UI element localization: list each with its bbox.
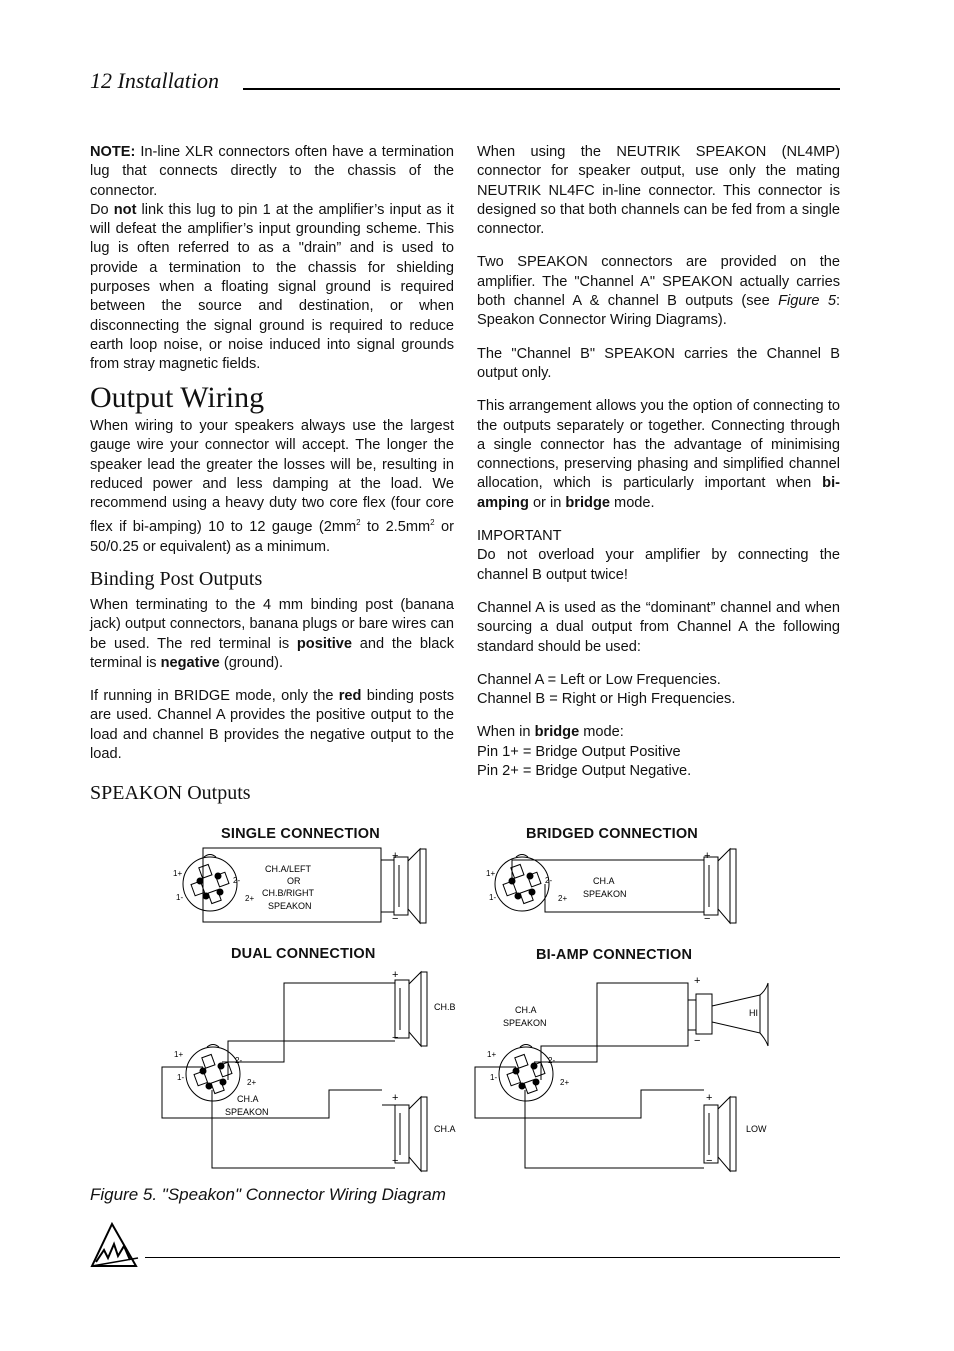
dual-pin2: 2+ — [247, 1078, 257, 1087]
dual-pin2m: 2- — [235, 1056, 243, 1065]
right-paragraph-1: When using the NEUTRIK SPEAKON (NL4MP) connector for speaker output, use only the mating NEUTRIK NL4FC in-line connector. This connector is designed so that both channels can be fed from a single connector. — [477, 144, 840, 238]
text-run: or 50/0.25 or equivalent) as a minimum. — [90, 519, 454, 555]
single-label-1: CH.A/LEFT — [265, 864, 312, 874]
single-connection-diagram — [183, 848, 426, 923]
dual-minus-b: − — [392, 1032, 399, 1044]
single-pin2m: 2- — [233, 876, 241, 885]
text-run: (ground). — [219, 654, 284, 671]
biamp-pin1: 1+ — [487, 1050, 497, 1059]
superscript: 2 — [356, 518, 361, 528]
dual-chb: CH.B — [434, 1002, 456, 1012]
text-run: When terminating to the 4 mm binding post (banana jack) output connectors, banana plugs or bare wires can be used. The red terminal is — [90, 597, 454, 652]
dual-plus-b: + — [392, 969, 399, 981]
text-bold: bridge — [565, 494, 610, 511]
text-run: When in — [477, 724, 535, 741]
text-run: link this lug to pin 1 at the amplifier’s input as it will defeat the amplifier’s input grounding scheme. This lug is often referred to as a "drain” and is used to provide a termination to the chassis for shielding purposes when a floating signal ground is required between the source and destination, or when disconnecting the signal ground is required to reduce earth loop noise, or noise induced into signal grounds from stray magnetic fields. — [90, 201, 454, 373]
superscript: 2 — [430, 518, 435, 528]
important-text: Do not overload your amplifier by connecting the channel B output twice! — [477, 547, 840, 583]
page-header-title: 12 Installation — [90, 68, 219, 93]
single-plus: + — [392, 850, 399, 862]
footer-rule — [145, 1257, 840, 1258]
biamp-pin2m: 2- — [548, 1056, 556, 1065]
biamp-cha: CH.A — [515, 1005, 537, 1015]
dual-cha-speakon-2: SPEAKON — [225, 1107, 269, 1117]
biamp-pin1m: 1- — [490, 1073, 498, 1082]
bridged-connection-label: BRIDGED CONNECTION — [526, 826, 698, 842]
text-bold: positive — [296, 635, 353, 652]
dual-connection-diagram — [162, 972, 427, 1171]
bridged-cha: CH.A — [593, 876, 615, 886]
note-text: In-line XLR connectors often have a termination lug that connects directly to the chassis of the connector. — [90, 144, 454, 199]
dual-minus-a: − — [392, 1155, 399, 1167]
biamp-hi: HI — [749, 1008, 758, 1018]
pin2-line: Pin 2+ = Bridge Output Negative. — [477, 763, 692, 780]
text-run: If running in BRIDGE mode, only the — [90, 688, 339, 705]
brand-logo-icon — [90, 1222, 140, 1268]
text-italic: Figure 5 — [778, 293, 836, 310]
dual-plus-a: + — [392, 1092, 399, 1104]
text-run: Do — [90, 201, 114, 218]
text-run: Two SPEAKON connectors are provided on the amplifier. The "Channel A" SPEAKON actually carries both channel A & channel B outputs (see — [477, 254, 840, 310]
text-run: binding posts are used. Channel A provides the positive output to the load and channel B provides the negative output to the load. — [90, 688, 454, 763]
biamp-pin2: 2+ — [560, 1078, 570, 1087]
biamp-speakon: SPEAKON — [503, 1018, 547, 1028]
text-bold: bi-amping — [477, 475, 840, 511]
bridged-minus: − — [704, 913, 711, 925]
channel-a-rule: Channel A = Left or Low Frequencies. — [477, 671, 721, 688]
biamp-minus-low: − — [706, 1155, 713, 1167]
bridged-plus: + — [704, 850, 711, 862]
single-label-2: OR — [287, 876, 301, 886]
right-paragraph-3: The "Channel B" SPEAKON carries the Channel B output only. — [477, 345, 840, 381]
biamp-connection-label: BI-AMP CONNECTION — [536, 947, 693, 963]
text-run: This arrangement allows you the option of connecting to the outputs separately or together. Connecting through a single connector has the advantage of minimising connections, preserving phasing and simplified channel allocation, which is particularly important when — [477, 398, 840, 492]
text-bold: bridge — [534, 724, 580, 741]
text-run: mode: — [579, 724, 624, 741]
text-bold: red — [338, 688, 362, 705]
dual-pin1m: 1- — [177, 1073, 185, 1082]
bridged-pin2m: 2- — [545, 876, 553, 885]
biamp-plus-low: + — [706, 1092, 713, 1104]
single-pin1m: 1- — [176, 893, 184, 902]
important-label: IMPORTANT — [477, 528, 562, 545]
biamp-low: LOW — [746, 1124, 767, 1134]
text-run: to 2.5mm — [360, 519, 431, 536]
pin1-line: Pin 1+ = Bridge Output Positive — [477, 743, 681, 760]
biamp-plus-hi: + — [694, 975, 701, 987]
text-run: and the black terminal is — [90, 635, 454, 671]
single-pin2: 2+ — [245, 894, 255, 903]
bridged-pin1m: 1- — [489, 893, 497, 902]
dual-connection-label: DUAL CONNECTION — [231, 946, 376, 962]
single-connection-label: SINGLE CONNECTION — [221, 826, 380, 842]
bridged-pin1: 1+ — [486, 869, 496, 878]
note-label: NOTE: — [90, 144, 136, 160]
dual-cha: CH.A — [434, 1124, 456, 1134]
figure-caption: Figure 5. "Speakon" Connector Wiring Diagram — [90, 1185, 446, 1204]
bridged-pin2: 2+ — [558, 894, 568, 903]
single-minus: − — [392, 913, 399, 925]
subheading-speakon: SPEAKON Outputs — [90, 782, 251, 804]
text-run: mode. — [609, 494, 655, 511]
biamp-minus-hi: − — [694, 1035, 701, 1047]
single-label-4: SPEAKON — [268, 901, 312, 911]
bridged-speakon: SPEAKON — [583, 889, 627, 899]
bridged-connection-diagram — [495, 849, 736, 923]
text-run: When wiring to your speakers always use the largest gauge wire your connector will accept. The longer the speaker lead the greater the losses will be, resulting in reduced power and less damping at the load. We recommend using a heavy duty two core flex (four core flex if bi-amping) 10 to 12 gauge (2mm — [90, 418, 454, 536]
text-bold: negative — [160, 654, 220, 671]
dual-cha-speakon-1: CH.A — [237, 1094, 259, 1104]
channel-b-rule: Channel B = Right or High Frequencies. — [477, 691, 736, 708]
dual-pin1: 1+ — [174, 1050, 184, 1059]
single-pin1: 1+ — [173, 869, 183, 878]
subheading-binding-post: Binding Post Outputs — [90, 568, 263, 590]
single-label-3: CH.B/RIGHT — [262, 888, 315, 898]
text-run: : Speakon Connector Wiring Diagrams). — [477, 293, 840, 329]
text-bold: not — [113, 201, 137, 218]
right-paragraph-6: Channel A is used as the “dominant” channel and when sourcing a dual output from Channel A the following standard should be used: — [477, 599, 840, 655]
section-heading-output-wiring: Output Wiring — [90, 381, 265, 414]
text-run: or in — [528, 494, 566, 511]
